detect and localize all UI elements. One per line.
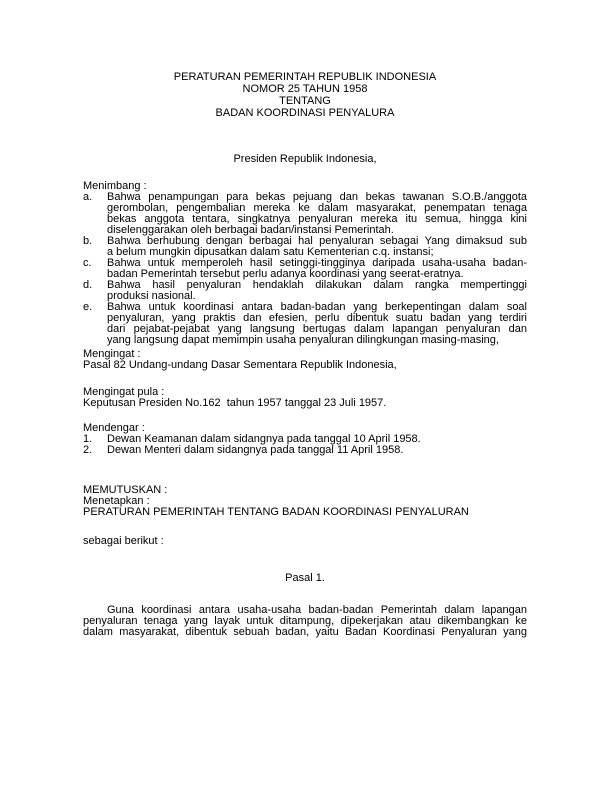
text-line: Bahwa untuk koordinasi antara badan-badan yang berkepentingan dalam soal <box>107 301 527 313</box>
section-label: Menimbang : <box>83 180 147 192</box>
mendengar-section <box>83 423 527 456</box>
text-line: Dewan Keamanan dalam sidangnya pada tanggal 10 April 1958. <box>107 433 421 445</box>
text-line: dari pejabat-pejabat yang langsung bertugas dalam lapangan penyaluran dan <box>107 323 527 335</box>
list-marker: 1. <box>83 433 93 445</box>
header-line: PERATURAN PEMERINTAH REPUBLIK INDONESIA <box>173 71 437 83</box>
section-label: Menetapkan : <box>83 495 150 507</box>
section-text: Pasal 82 Undang-undang Dasar Sementara Republik Indonesia, <box>83 359 397 371</box>
text-line: penyaluran tenaga yang layak untuk ditampung, dipekerjakan atau dikembangkan ke <box>83 615 527 627</box>
sebagai-berikut: sebagai berikut : <box>83 535 164 547</box>
text-line: Dewan Menteri dalam sidangnya pada tanggal 11 April 1958. <box>107 444 404 456</box>
section-text: Keputusan Presiden No.162 tahun 1957 tanggal 23 Juli 1957. <box>83 397 387 409</box>
document-header <box>83 71 527 119</box>
text-line: Bahwa hasil penyaluran hendaklah dilakukan dalam rangka mempertinggi <box>107 279 527 291</box>
section-label: MEMUTUSKAN : <box>83 484 168 496</box>
section-label: Mengingat pula : <box>83 386 165 398</box>
text-line: yang langsung dapat memimpin usaha penyaluran dilingkungan masing-masing, <box>107 334 499 346</box>
header-line: TENTANG <box>279 95 331 107</box>
text-line: badan Pemerintah tersebut perlu adanya koordinasi yang seerat-eratnya. <box>107 268 464 280</box>
list-item <box>83 302 527 346</box>
list-item <box>83 445 527 456</box>
text-line: penyaluran, yang praktis dan efesien, perlu dibentuk suatu badan yang terdiri <box>107 312 527 324</box>
menimbang-section <box>83 181 527 346</box>
regulation-title: PERATURAN PEMERINTAH TENTANG BADAN KOORDINASI PENYALURAN <box>83 506 469 518</box>
list-item <box>83 258 527 280</box>
header-line: NOMOR 25 TAHUN 1958 <box>242 83 368 95</box>
text-line: Guna koordinasi antara usaha-usaha badan-badan Pemerintah dalam lapangan <box>107 604 527 616</box>
text-line: Bahwa berhubung dengan berbagai hal penyaluran sebagai Yang dimaksud sub <box>107 235 527 247</box>
section-label: Mengingat : <box>83 348 141 360</box>
list-item <box>83 280 527 302</box>
text-line: diselenggarakan oleh berbagai badan/instansi Pemerintah. <box>107 224 394 236</box>
text-line: gerombolan, pengembalian mereka ke dalam masyarakat, penempatan tenaga <box>107 202 527 214</box>
president-line: Presiden Republik Indonesia, <box>233 153 377 165</box>
text-line: Bahwa penampungan para bekas pejuang dan bekas tawanan S.O.B./anggota <box>107 191 527 203</box>
pasal-1-body <box>83 605 527 638</box>
text-line: dalam masyarakat, dibentuk sebuah badan, yaitu Badan Koordinasi Penyaluran yang <box>83 626 527 638</box>
list-marker: d. <box>83 279 93 291</box>
list-marker: c. <box>83 257 92 269</box>
text-line: produksi nasional. <box>107 290 196 302</box>
list-marker: b. <box>83 235 93 247</box>
list-marker: a. <box>83 191 93 203</box>
list-marker: e. <box>83 301 93 313</box>
list-marker: 2. <box>83 444 93 456</box>
section-label: Mendengar : <box>83 422 145 434</box>
list-item <box>83 192 527 236</box>
text-line: a belum mungkin dipusatkan dalam satu Kementerian c.q. instansi; <box>107 246 434 258</box>
text-line: bekas anggota tentara, singkatnya penyaluran mereka itu semua, hingga kini <box>107 213 527 225</box>
text-line: Bahwa untuk memperoleh hasil setinggi-tingginya daripada usaha-usaha badan- <box>107 257 527 269</box>
mengingat-pula-section <box>83 387 527 409</box>
list-item <box>83 236 527 258</box>
header-line: BADAN KOORDINASI PENYALURA <box>215 107 395 119</box>
pasal-heading: Pasal 1. <box>285 572 325 584</box>
memutuskan-section <box>83 485 527 518</box>
mengingat-section <box>83 349 527 371</box>
